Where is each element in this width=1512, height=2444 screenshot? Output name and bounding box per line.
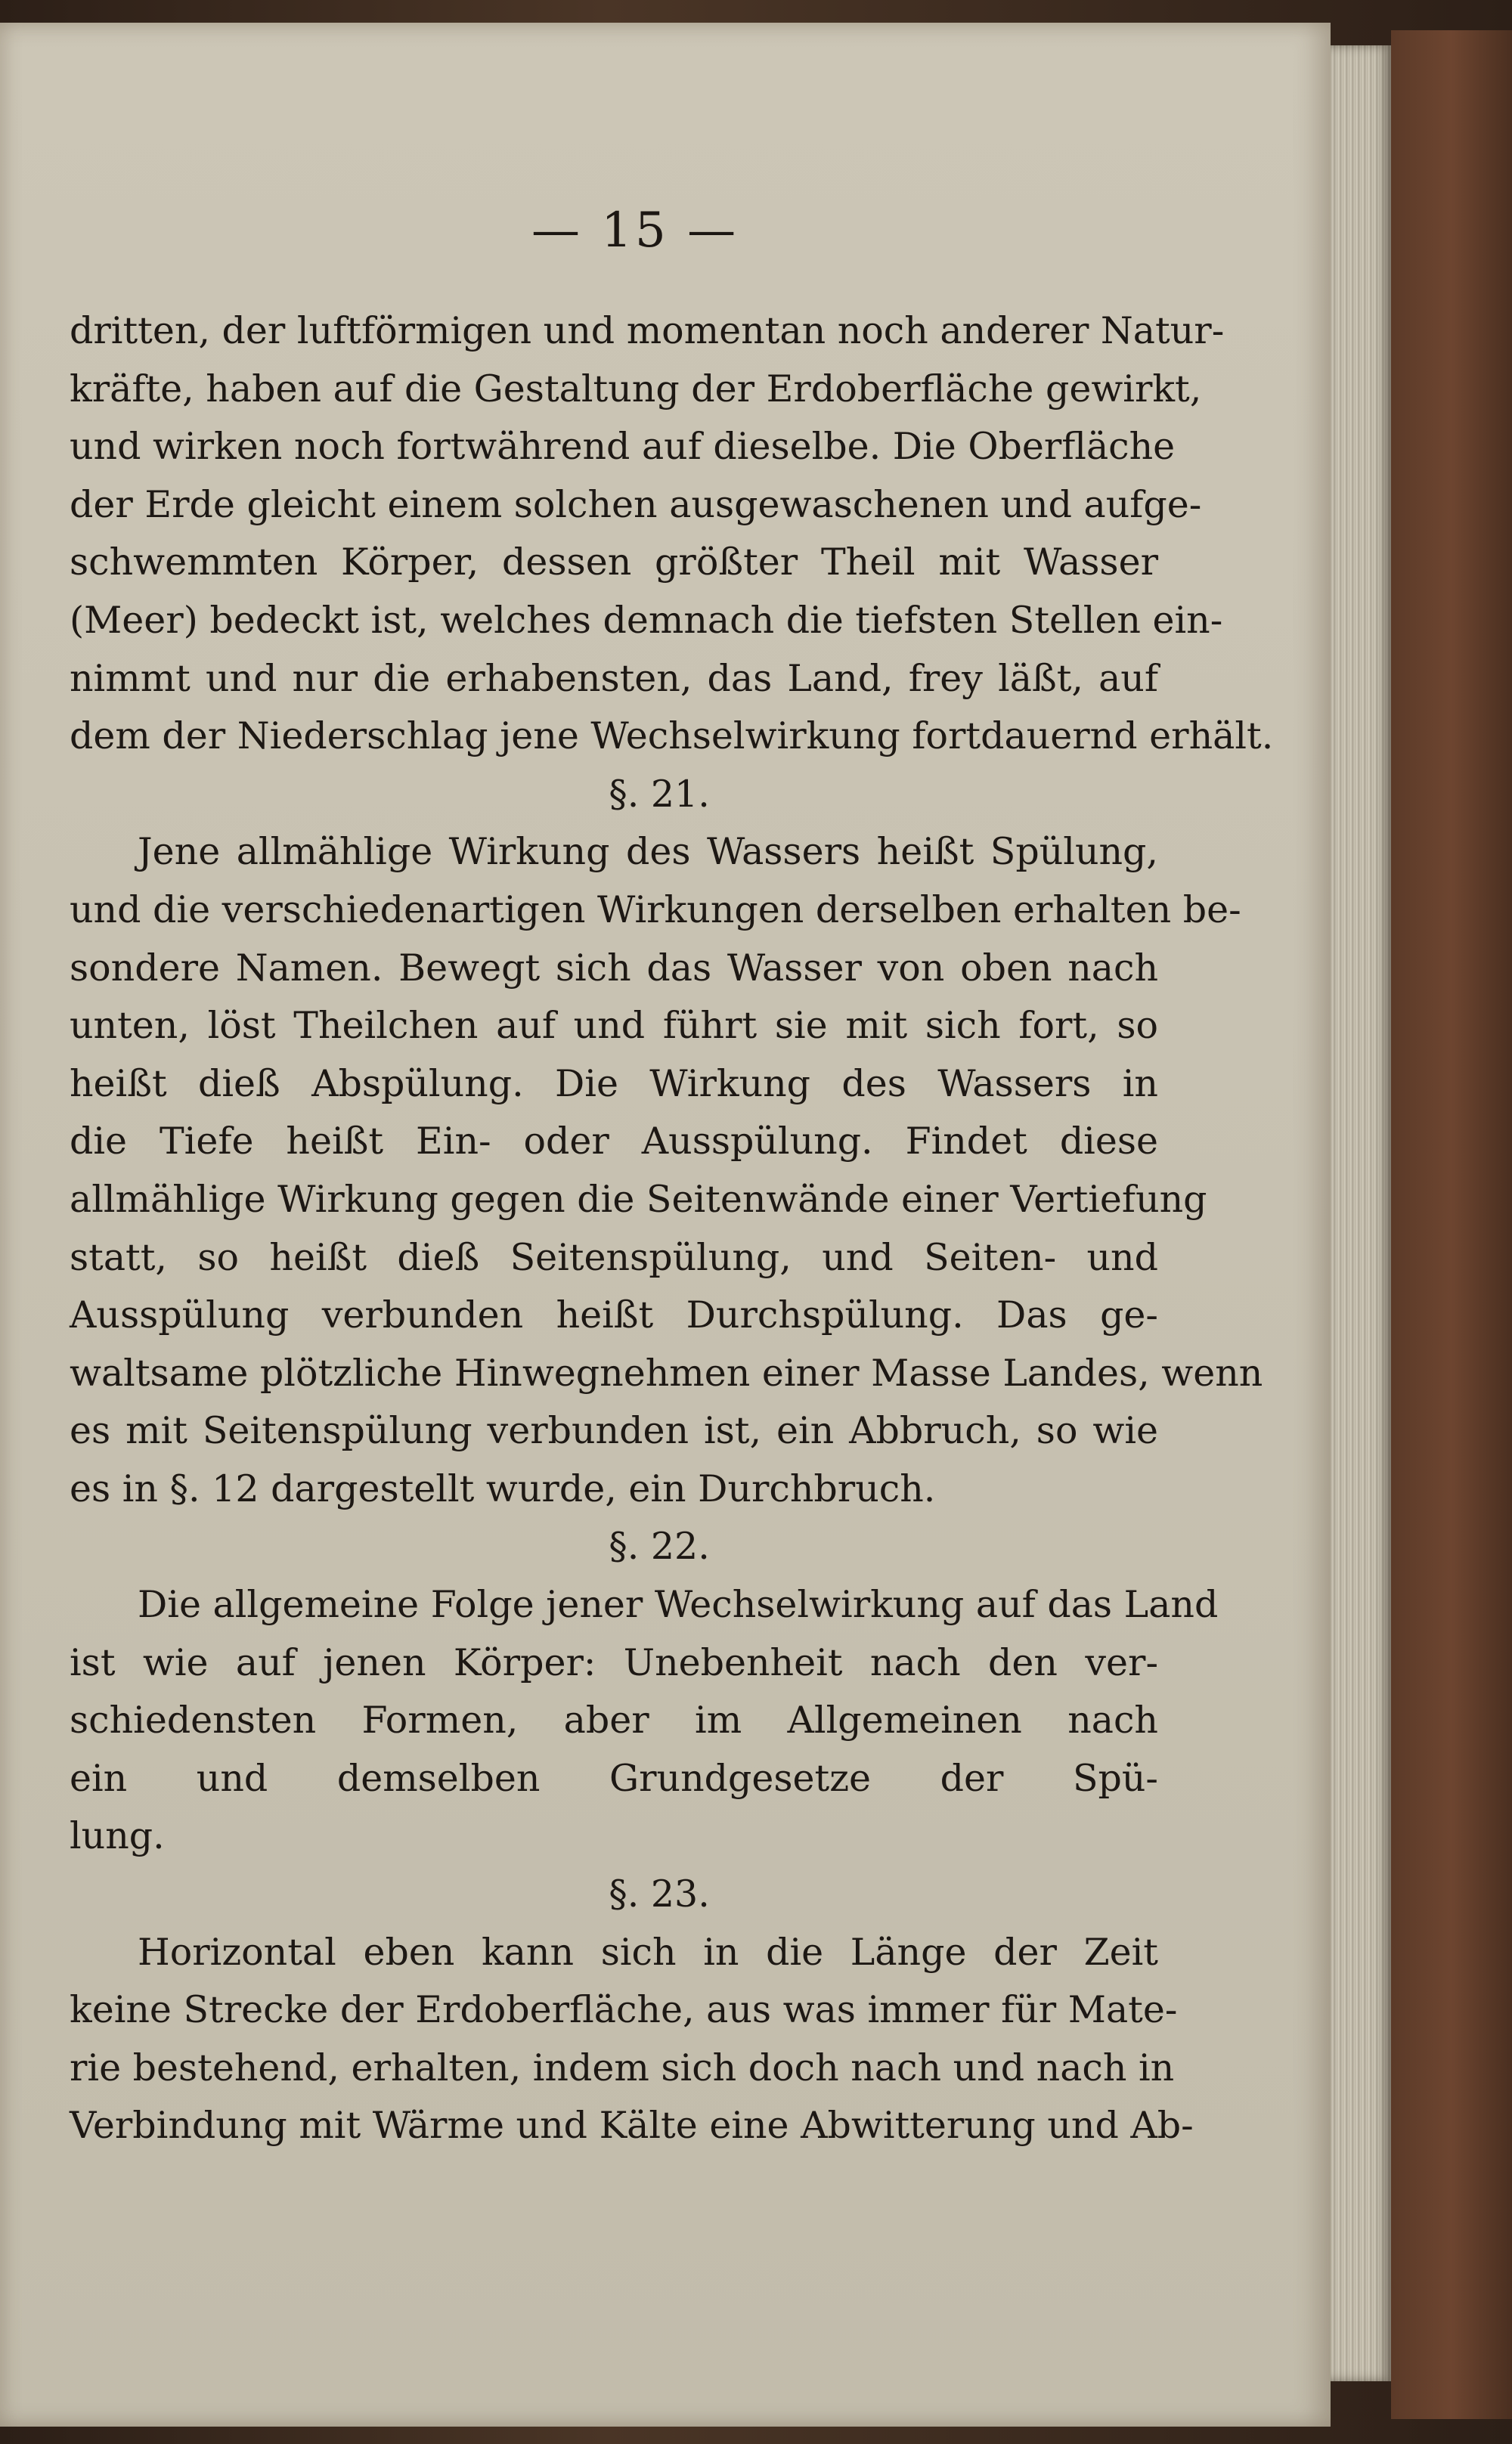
page-stack-edge xyxy=(1331,45,1391,2381)
text-line: rie bestehend, erhalten, indem sich doch nach und nach in xyxy=(70,2046,1175,2089)
text-line: schwemmten Körper, dessen größter Theil mit Wasser xyxy=(70,541,1158,584)
text-line: sondere Namen. Bewegt sich das Wasser von oben nach xyxy=(70,946,1158,990)
text-line: dem der Niederschlag jene Wechselwirkung fortdauernd erhält. xyxy=(70,714,1274,758)
text-line: die Tiefe heißt Ein- oder Ausspülung. Findet diese xyxy=(70,1120,1158,1163)
text-line: lung. xyxy=(70,1814,165,1858)
text-line: kräfte, haben auf die Gestaltung der Erdoberfläche gewirkt, xyxy=(70,367,1202,410)
text-line: und die verschiedenartigen Wirkungen derselben erhalten be- xyxy=(70,887,1241,931)
page-number: — 15 — xyxy=(531,203,739,259)
text-line: schiedensten Formen, aber im Allgemeinen nach xyxy=(70,1699,1158,1742)
text-line: es mit Seitenspülung verbunden ist, ein Abbruch, so wie xyxy=(70,1409,1158,1453)
section-heading: §. 22. xyxy=(609,1525,710,1569)
text-line: statt, so heißt dieß Seitenspülung, und Seiten- und xyxy=(70,1235,1158,1279)
text-line: ein und demselben Grundgesetze der Spü- xyxy=(70,1756,1158,1800)
section-heading: §. 21. xyxy=(609,772,710,816)
text-line: (Meer) bedeckt ist, welches demnach die tiefsten Stellen ein- xyxy=(70,598,1223,642)
text-line: der Erde gleicht einem solchen ausgewaschenen und aufge- xyxy=(70,482,1202,526)
text-line: dritten, der luftförmigen und momentan noch anderer Natur- xyxy=(70,309,1225,352)
text-line: Die allgemeine Folge jener Wechselwirkung auf das Land xyxy=(138,1583,1219,1627)
text-line: Ausspülung verbunden heißt Durchspülung. Das ge- xyxy=(70,1293,1158,1337)
text-line: keine Strecke der Erdoberfläche, aus was immer für Mate- xyxy=(70,1988,1178,2032)
book-cover-board xyxy=(1391,30,1512,2419)
text-line: und wirken noch fortwährend auf dieselbe. Die Oberfläche xyxy=(70,425,1176,469)
text-line: ist wie auf jenen Körper: Unebenheit nach den ver- xyxy=(70,1640,1158,1684)
text-line: unten, löst Theilchen auf und führt sie mit sich fort, so xyxy=(70,1004,1158,1048)
page-text xyxy=(70,302,1274,2155)
text-line: allmählige Wirkung gegen die Seitenwände einer Vertiefung xyxy=(70,1177,1207,1221)
text-line: nimmt und nur die erhabensten, das Land, frey läßt, auf xyxy=(70,656,1158,700)
text-line: Verbindung mit Wärme und Kälte eine Abwitterung und Ab- xyxy=(70,2104,1194,2148)
text-line: heißt dieß Abspülung. Die Wirkung des Wassers in xyxy=(70,1061,1158,1105)
section-heading: §. 23. xyxy=(609,1872,710,1916)
text-line: Jene allmählige Wirkung des Wassers heißt Spülung, xyxy=(138,830,1158,874)
text-line: Horizontal eben kann sich in die Länge der Zeit xyxy=(138,1930,1158,1974)
text-line: es in §. 12 dargestellt wurde, ein Durchbruch. xyxy=(70,1467,936,1510)
text-line: waltsame plötzliche Hinwegnehmen einer Masse Landes, wenn xyxy=(70,1351,1263,1395)
